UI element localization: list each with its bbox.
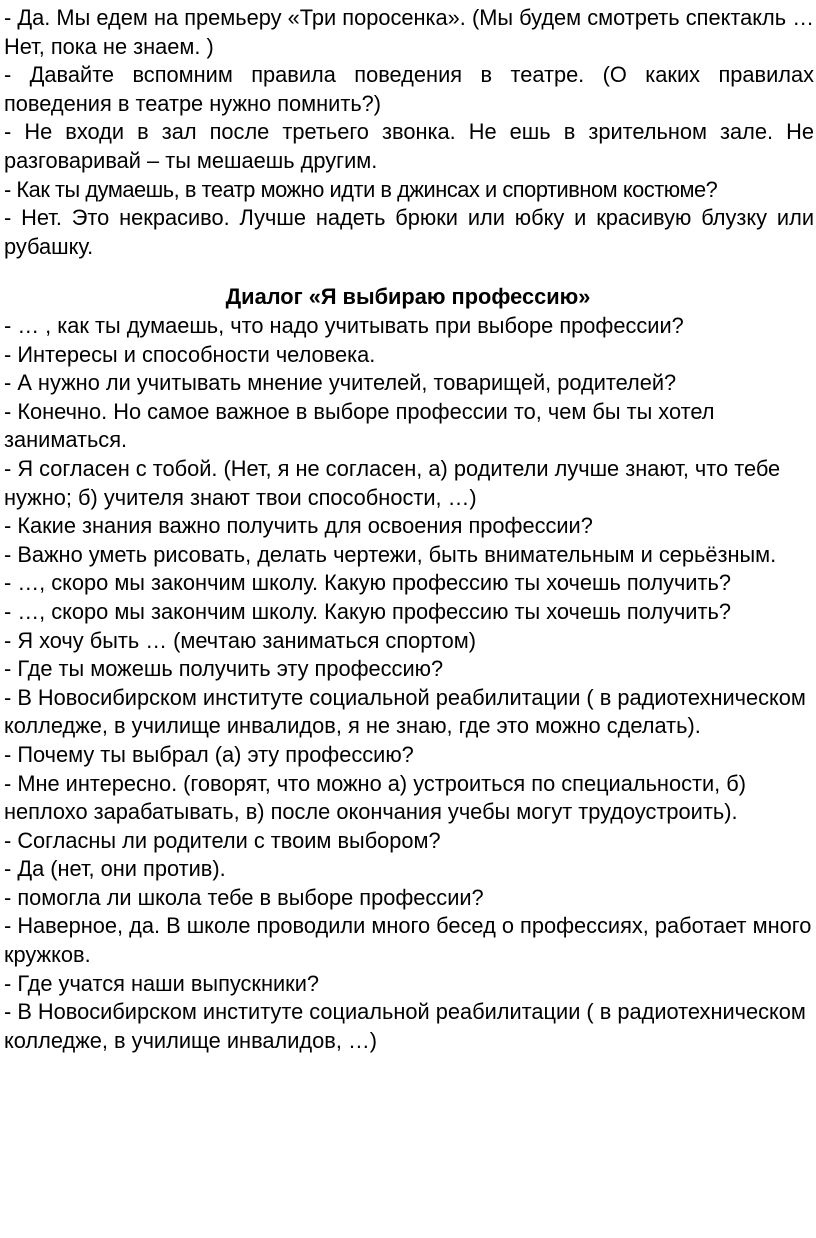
dialog-line: - …, скоро мы закончим школу. Какую профессию ты хочешь получить? (4, 570, 731, 596)
dialog-line: - Интересы и способности человека. (4, 341, 376, 367)
dialog-line: - Где учатся наши выпускники? (4, 970, 320, 996)
dialog-line: - В Новосибирском институте социальной реабилитации ( в радиотехническом колледже, в училище инвалидов, …) (4, 999, 806, 1053)
dialog-line: - А нужно ли учитывать мнение учителей, товарищей, родителей? (4, 370, 677, 396)
dialog-line: - Конечно. Но самое важное в выборе профессии то, чем бы ты хотел заниматься. (4, 398, 715, 453)
paragraph-jeans-question: - Как ты думаешь, в театр можно идти в джинсах и спортивном костюме? (4, 176, 718, 202)
dialog-line: - Да (нет, они против). (4, 856, 226, 882)
dialog-line: - Важно уметь рисовать, делать чертежи, быть внимательным и серьёзным. (4, 541, 777, 567)
dialog-line: - …, скоро мы закончим школу. Какую профессию ты хочешь получить? (4, 598, 731, 624)
paragraph-theatre-rules-answer: - Не входи в зал после третьего звонка. Не ешь в зрительном зале. Не разговаривай – ты мешаешь другим. (4, 119, 814, 173)
dialog-line: - Мне интересно. (говорят, что можно а) устроиться по специальности, б) неплохо зарабатывать, в) после окончания учебы могут трудоустроить). (4, 770, 746, 825)
intro-section (4, 4, 814, 261)
paragraph-clothing-answer: - Нет. Это некрасиво. Лучше надеть брюки или юбку и красивую блузку или рубашку. (4, 205, 814, 259)
dialog-line: - Согласны ли родители с твоим выбором? (4, 827, 441, 853)
dialog-line: - Почему ты выбрал (а) эту профессию? (4, 741, 414, 767)
paragraph-theatre-rules-question: - Давайте вспомним правила поведения в театре. (О каких правилах поведения в театре нужно помнить?) (4, 62, 814, 116)
dialog-line: - Какие знания важно получить для освоения профессии? (4, 513, 593, 539)
dialog-line: - Я хочу быть … (мечтаю заниматься спортом) (4, 627, 477, 653)
dialog-line: - В Новосибирском институте социальной реабилитации ( в радиотехническом колледже, в училище инвалидов, я не знаю, где это можно сделать). (4, 684, 806, 739)
dialog-section (4, 312, 814, 1055)
dialog-line: - помогла ли школа тебе в выборе профессии? (4, 884, 484, 910)
dialog-line: - Где ты можешь получить эту профессию? (4, 656, 444, 682)
dialog-line: - Я согласен с тобой. (Нет, я не согласен, а) родители лучше знают, что тебе нужно; б) учителя знают твои способности, …) (4, 455, 781, 510)
dialog-line: - … , как ты думаешь, что надо учитывать при выборе профессии? (4, 313, 684, 338)
dialog-line: - Наверное, да. В школе проводили много бесед о профессиях, работает много кружков. (4, 913, 812, 968)
dialog-title: Диалог «Я выбираю профессию» (225, 284, 591, 309)
paragraph-premiere: - Да. Мы едем на премьеру «Три поросенка». (Мы будем смотреть спектакль … Нет, пока не знаем. ) (4, 5, 814, 59)
